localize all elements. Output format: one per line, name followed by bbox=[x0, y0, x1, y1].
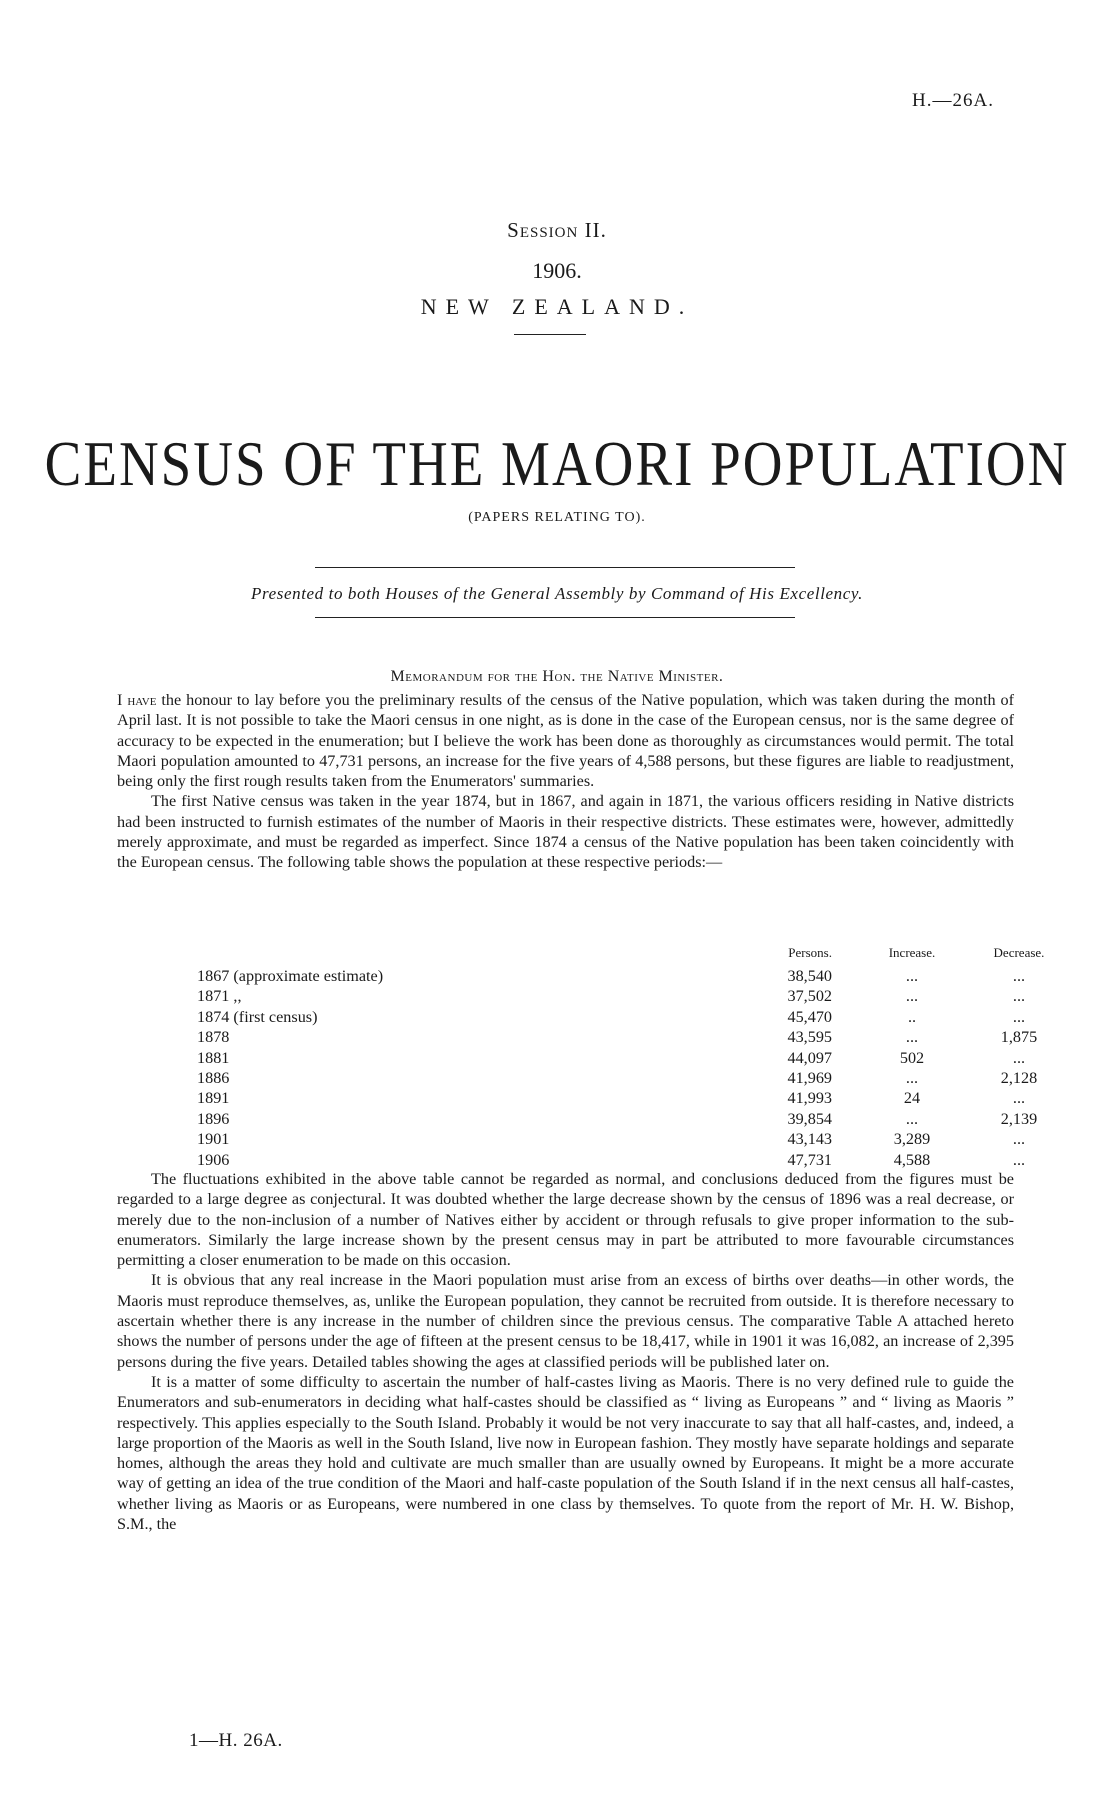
table-cell-decrease: ... bbox=[1012, 1048, 1026, 1067]
table-cell-increase: ... bbox=[905, 967, 919, 985]
paragraph-1-lead: I have bbox=[117, 691, 157, 709]
table-row bbox=[117, 1088, 1026, 1108]
table-cell-year: 1886 bbox=[197, 1069, 230, 1087]
table-cell-increase: 24 bbox=[903, 1089, 921, 1108]
paragraph-4: It is obvious that any real increase in the Maori population must arise from an excess of births over deaths—in other words, the Maoris must reproduce themselves, as, unlike the European population, they cannot be recruited from outside. It is therefore necessary to ascertain whether there is any increase in the number of children since the previous census. The comparative Table A attached hereto shows the number of persons under the age of fifteen at the present census to be 18,417, while in 1901 it was 16,082, an increase of 2,395 persons during the five years. Detailed tables showing the ages at classified periods will be published later on. bbox=[117, 1271, 1014, 1371]
table-row bbox=[117, 1068, 1038, 1088]
table-cell-year: 1906 bbox=[197, 1150, 230, 1169]
table-row bbox=[117, 1109, 1038, 1129]
table-cell-increase: ... bbox=[905, 987, 919, 1006]
document-code: H.—26A. bbox=[912, 90, 994, 111]
header-decrease: Decrease. bbox=[993, 945, 1045, 960]
table-cell-increase: .. bbox=[907, 1007, 917, 1026]
table-cell-decrease: ... bbox=[1012, 1089, 1026, 1108]
table-row bbox=[117, 986, 1026, 1006]
table-cell-persons: 45,470 bbox=[787, 1007, 832, 1026]
table-row bbox=[117, 1129, 1026, 1149]
table-cell-year: 1901 bbox=[197, 1130, 230, 1149]
table-cell-persons: 41,969 bbox=[787, 1069, 832, 1087]
table-cell-increase: ... bbox=[905, 1109, 919, 1128]
table-cell-increase: ... bbox=[905, 1028, 919, 1047]
paragraph-1 bbox=[117, 690, 1014, 791]
paragraph-3: The fluctuations exhibited in the above table cannot be regarded as normal, and conclusions deduced from the figures must be regarded to a large degree as conjectural. It was doubted whether the large decrease shown by the census of 1896 was a real decrease, or merely due to the non-inclusion of a number of Natives either by accident or through refusals to give proper information to the sub-enumerators. Similarly the large increase shown by the present census may in part be attributed to more favourable circumstances permitting a closer enumeration to be made on this occasion. bbox=[117, 1170, 1014, 1270]
table-cell-year: 1891 bbox=[197, 1089, 230, 1108]
table-cell-decrease: 2,128 bbox=[1000, 1069, 1038, 1087]
table-cell-decrease: ... bbox=[1012, 1150, 1026, 1169]
table-cell-year: 1878 bbox=[197, 1028, 230, 1047]
table-cell-decrease: ... bbox=[1012, 1130, 1026, 1149]
table-row bbox=[117, 966, 1026, 986]
table-cell-decrease: 1,875 bbox=[1000, 1028, 1038, 1047]
table-row bbox=[117, 1007, 1026, 1027]
table-cell-decrease: ... bbox=[1012, 987, 1026, 1006]
session-label: Session II. bbox=[507, 218, 607, 242]
divider-short bbox=[514, 334, 586, 335]
table-cell-decrease: ... bbox=[1012, 967, 1026, 985]
page-title: CENSUS OF THE MAORI POPULATION bbox=[44, 428, 1070, 499]
table-cell-year: 1867 (approximate estimate) bbox=[197, 967, 384, 985]
table-row bbox=[117, 1048, 1026, 1068]
page-subtitle: (PAPERS RELATING TO). bbox=[468, 510, 646, 525]
header-persons: Persons. bbox=[788, 945, 832, 960]
table-cell-persons: 38,540 bbox=[787, 967, 832, 985]
paragraph-2: The first Native census was taken in the year 1874, but in 1867, and again in 1871, the various officers residing in Native districts had been instructed to furnish estimates of the number of Maoris in their respective districts. These estimates were, however, admittedly merely approximate, and must be regarded as imperfect. Since 1874 a census of the Native population has been taken coincidently with the European census. The following table shows the population at these respective periods:— bbox=[117, 792, 1014, 872]
paragraph-1-text: the honour to lay before you the preliminary results of the census of the Native population, which was taken during the month of April last. It is not possible to take the Maori census in one night, as is done in the case of the European census, nor is the same degree of accuracy to be expected in the enumeration; but I believe the work has been done as thoroughly as circumstances would permit. The total Maori population amounted to 47,731 persons, an increase for the five years of 4,588 persons, but these figures are liable to readjustment, being only the first rough results taken from the Enumerators' summaries. bbox=[117, 691, 1014, 791]
table-cell-decrease: ... bbox=[1012, 1007, 1026, 1026]
divider-lower bbox=[315, 617, 795, 618]
table-cell-decrease: 2,139 bbox=[1000, 1109, 1038, 1128]
year-label: 1906. bbox=[532, 258, 582, 283]
table-cell-persons: 47,731 bbox=[787, 1150, 832, 1169]
table-cell-year: 1881 bbox=[197, 1048, 230, 1067]
table-cell-increase: 3,289 bbox=[893, 1130, 931, 1149]
table-cell-persons: 41,993 bbox=[787, 1089, 832, 1108]
memo-intro bbox=[117, 690, 1014, 873]
table-cell-year: 1874 (first census) bbox=[197, 1007, 318, 1026]
body-text bbox=[117, 1169, 1014, 1534]
table-row bbox=[117, 1027, 1038, 1047]
footer-code: 1—H. 26A. bbox=[189, 1730, 283, 1751]
presented-line: Presented to both Houses of the General Assembly by Command of His Excellency. bbox=[251, 584, 863, 603]
divider-upper bbox=[315, 567, 795, 568]
table-cell-persons: 39,854 bbox=[787, 1109, 832, 1128]
header-increase: Increase. bbox=[888, 945, 936, 960]
memo-heading: Memorandum for the Hon. the Native Minister. bbox=[390, 668, 724, 685]
table-row bbox=[117, 1150, 1026, 1170]
table-cell-persons: 37,502 bbox=[787, 987, 832, 1006]
table-cell-year: 1871 ,, bbox=[197, 987, 242, 1006]
paragraph-5: It is a matter of some difficulty to ascertain the number of half-castes living as Maoris. There is no very defined rule to guide the Enumerators and sub-enumerators in deciding what half-castes should be classified as “ living as Europeans ” and “ living as Maoris ” respectively. This applies especially to the South Island. Probably it would be not very inaccurate to say that all half-castes, and, indeed, a large proportion of the Maoris as well in the South Island, live now in European fashion. They mostly have separate holdings and separate homes, although the areas they hold and cultivate are much smaller than are usually owned by Europeans. It might be a more accurate way of getting an idea of the true condition of the Maori and half-caste population of the South Island if in the next census all half-castes, whether living as Maoris or as Europeans, were numbered in one class by themselves. To quote from the report of Mr. H. W. Bishop, S.M., the bbox=[117, 1372, 1014, 1534]
table-cell-year: 1896 bbox=[197, 1109, 230, 1128]
table-cell-increase: 502 bbox=[899, 1048, 925, 1067]
table-cell-persons: 43,595 bbox=[787, 1028, 832, 1047]
table-cell-persons: 44,097 bbox=[787, 1048, 832, 1067]
table-cell-persons: 43,143 bbox=[787, 1130, 832, 1149]
country-label: NEW ZEALAND. bbox=[420, 294, 694, 319]
table-cell-increase: ... bbox=[905, 1069, 919, 1087]
population-table bbox=[117, 945, 1045, 1169]
table-cell-increase: 4,588 bbox=[893, 1150, 931, 1169]
